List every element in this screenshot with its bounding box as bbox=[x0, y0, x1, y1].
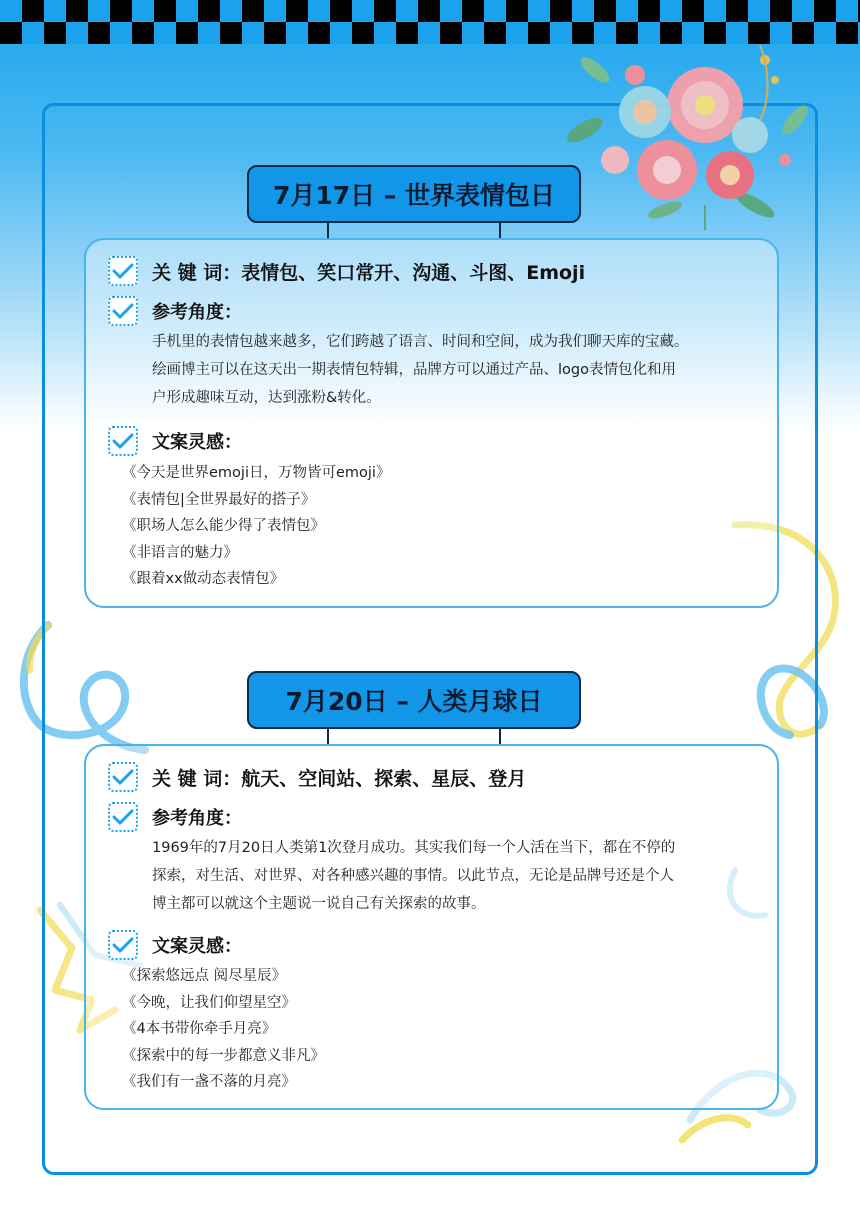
title-connector bbox=[327, 222, 329, 238]
angle-label: 参考角度： bbox=[152, 302, 242, 323]
section-1-title bbox=[247, 165, 581, 223]
ideas-list bbox=[122, 460, 390, 593]
ideas-label: 文案灵感： bbox=[152, 432, 242, 453]
keywords-text: 关 键 词：航天、空间站、探索、星辰、登月 bbox=[152, 767, 527, 790]
idea-item: 《今天是世界emoji日，万物皆可emoji》 bbox=[122, 465, 391, 481]
angle-line: 绘画博主可以在这天出一期表情包特辑，品牌方可以通过产品、logo表情包化和用 bbox=[152, 362, 676, 378]
title-connector bbox=[499, 222, 501, 238]
idea-item: 《表情包|全世界最好的搭子》 bbox=[122, 491, 316, 508]
idea-item: 《我们有一盏不落的月亮》 bbox=[122, 1074, 296, 1090]
section-1-card bbox=[84, 238, 779, 608]
flower-bouquet-decoration bbox=[555, 40, 815, 235]
ideas-label: 文案灵感： bbox=[152, 936, 242, 957]
idea-item: 《职场人怎么能少得了表情包》 bbox=[122, 518, 325, 534]
section-1-title-text: 7月17日 – 世界表情包日 bbox=[272, 181, 556, 210]
idea-item: 《跟着xx做动态表情包》 bbox=[122, 571, 285, 587]
ideas-heading-row bbox=[108, 426, 242, 456]
idea-item: 《探索中的每一步都意义非凡》 bbox=[122, 1047, 325, 1064]
section-2-title-text: 7月20日 – 人类月球日 bbox=[285, 687, 543, 716]
idea-item: 《4本书带你牵手月亮》 bbox=[122, 1021, 277, 1037]
keywords-row bbox=[108, 762, 526, 792]
checkbox-check-icon bbox=[108, 296, 138, 326]
ideas-list bbox=[122, 963, 325, 1096]
checkbox-check-icon bbox=[108, 930, 138, 960]
angle-line: 探索，对生活、对世界、对各种感兴趣的事情。以此节点，无论是品牌号还是个人 bbox=[152, 868, 674, 884]
angle-paragraph bbox=[152, 834, 752, 918]
angle-line: 户形成趣味互动，达到涨粉&转化。 bbox=[152, 390, 381, 406]
keywords-text: 关 键 词：表情包、笑口常开、沟通、斗图、Emoji bbox=[152, 261, 586, 284]
section-2-card bbox=[84, 744, 779, 1110]
title-connector bbox=[327, 728, 329, 744]
idea-item: 《今晚，让我们仰望星空》 bbox=[122, 994, 296, 1011]
section-2-title bbox=[247, 671, 581, 729]
angle-label: 参考角度： bbox=[152, 808, 242, 829]
angle-line: 1969年的7月20日人类第1次登月成功。其实我们每一个人活在当下，都在不停的 bbox=[152, 840, 676, 856]
idea-item: 《非语言的魅力》 bbox=[122, 544, 238, 561]
checkbox-check-icon bbox=[108, 762, 138, 792]
checkbox-check-icon bbox=[108, 426, 138, 456]
angle-heading-row bbox=[108, 296, 242, 326]
angle-line: 博主都可以就这个主题说一说自己有关探索的故事。 bbox=[152, 896, 486, 912]
checkbox-check-icon bbox=[108, 802, 138, 832]
title-connector bbox=[499, 728, 501, 744]
angle-paragraph bbox=[152, 328, 752, 412]
idea-item: 《探索悠远点 阅尽星辰》 bbox=[122, 968, 287, 984]
checkered-banner bbox=[0, 0, 860, 44]
angle-heading-row bbox=[108, 802, 242, 832]
ideas-heading-row bbox=[108, 930, 242, 960]
checkbox-check-icon bbox=[108, 256, 138, 286]
keywords-row bbox=[108, 256, 585, 286]
angle-line: 手机里的表情包越来越多，它们跨越了语言、时间和空间，成为我们聊天库的宝藏。 bbox=[152, 334, 689, 350]
